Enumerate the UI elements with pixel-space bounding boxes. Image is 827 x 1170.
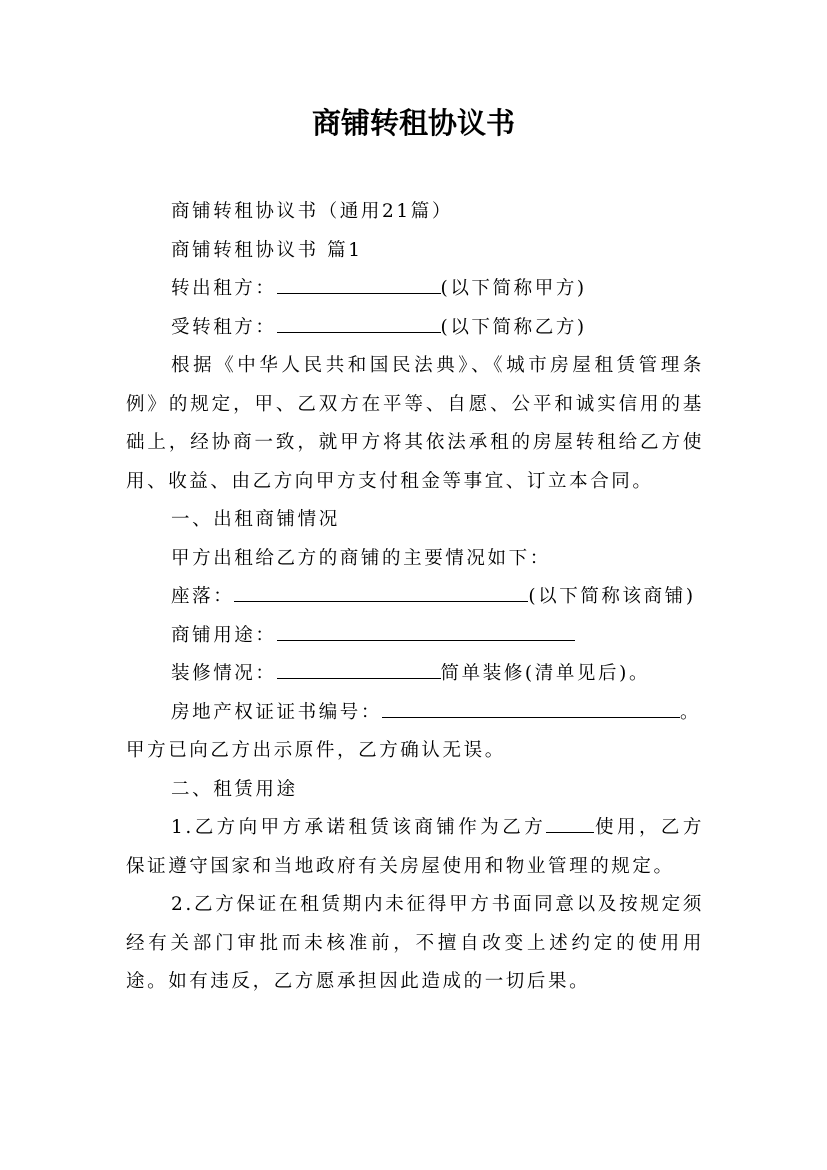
party-b-blank [277, 312, 441, 333]
party-b-suffix: (以下简称乙方) [440, 316, 587, 338]
party-b-label: 受转租方： [171, 316, 277, 338]
party-a-line [126, 270, 704, 309]
decoration-suffix: 简单装修(清单见后)。 [440, 663, 651, 684]
usage-line [126, 617, 704, 656]
chapter-heading: 商铺转租协议书 篇1 [171, 239, 363, 261]
subtitle: 商铺转租协议书（通用21篇） [171, 201, 453, 222]
location-label: 座落： [171, 586, 235, 607]
clause-2: 2.乙方保证在租赁期内未征得甲方书面同意以及按规定须经有关部门审批而未核准前，不擅自改变上述约定的使用用途。如有违反，乙方愿承担因此造成的一切后果。 [126, 894, 704, 992]
location-blank [234, 581, 528, 602]
party-b-line [126, 309, 704, 348]
cert-suffix: 。甲方已向乙方出示原件，乙方确认无误。 [126, 701, 702, 761]
section1-intro: 甲方出租给乙方的商铺的主要情况如下： [171, 547, 551, 569]
cert-label: 房地产权证证书编号： [171, 701, 383, 723]
party-a-blank [277, 273, 441, 294]
usage-label: 商铺用途： [171, 624, 277, 646]
decoration-line [126, 655, 704, 694]
cert-blank [382, 697, 680, 718]
party-a-suffix: (以下简称甲方) [440, 278, 587, 299]
clause1-suffix: 使用，乙方保证遵守国家和当地政府有关房屋使用和物业管理的规定。 [126, 817, 704, 877]
document-title: 商铺转租协议书 [311, 106, 515, 140]
document-body [126, 193, 704, 1002]
clause1-blank [546, 812, 594, 833]
usage-blank [277, 620, 575, 641]
section1-heading: 一、出租商铺情况 [171, 509, 340, 530]
location-suffix: (以下简称该商铺) [528, 586, 696, 607]
cert-paragraph [126, 694, 704, 771]
party-a-label: 转出租方： [171, 278, 277, 299]
clause1-prefix: 1.乙方向甲方承诺租赁该商铺作为乙方 [171, 817, 547, 838]
preamble-paragraph: 根据《中华人民共和国民法典》、《城市房屋租赁管理条例》的规定，甲、乙双方在平等、自愿、公平和诚实信用的基础上，经协商一致，就甲方将其依法承租的房屋转租给乙方使用、收益、由乙方向甲方支付租金等事宜、订立本合同。 [126, 355, 704, 492]
location-line [126, 578, 704, 617]
decoration-label: 装修情况： [171, 663, 277, 684]
section2-heading: 二、租赁用途 [171, 778, 298, 800]
clause-1 [126, 809, 704, 886]
decoration-blank [277, 658, 441, 679]
